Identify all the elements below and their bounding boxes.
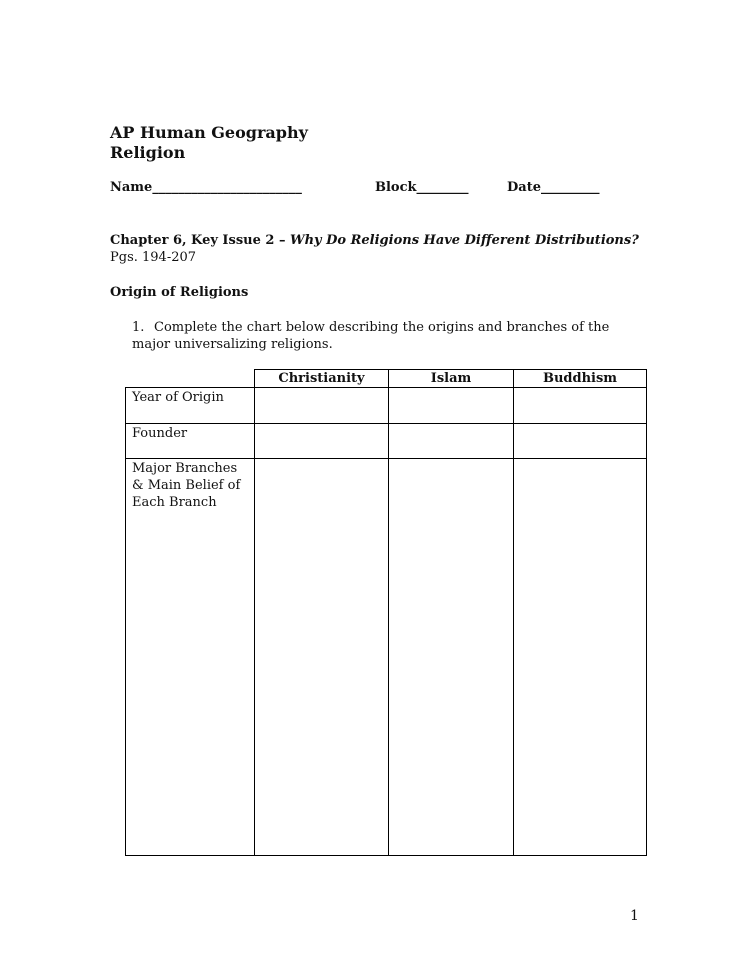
course-title: AP Human Geography (110, 123, 308, 142)
question-1 (132, 319, 632, 353)
question-number: 1. (132, 320, 145, 335)
section-title: Origin of Religions (110, 285, 249, 300)
religions-chart (125, 369, 647, 856)
row-label: Year of Origin (126, 388, 255, 424)
answer-cell[interactable] (389, 424, 514, 459)
answer-cell[interactable] (514, 459, 647, 856)
table-row (126, 424, 647, 459)
answer-cell[interactable] (514, 424, 647, 459)
unit-title: Religion (110, 143, 186, 162)
answer-cell[interactable] (255, 388, 389, 424)
answer-cell[interactable] (255, 459, 389, 856)
page-range: Pgs. 194-207 (110, 250, 197, 265)
worksheet-title (110, 123, 308, 163)
key-issue-question: Why Do Religions Have Different Distributions? (290, 233, 639, 248)
column-header: Buddhism (514, 370, 647, 388)
column-header: Islam (389, 370, 514, 388)
answer-cell[interactable] (389, 459, 514, 856)
name-field[interactable]: Name_______________________ (110, 180, 302, 195)
table-row (126, 459, 647, 856)
column-header: Christianity (255, 370, 389, 388)
row-label: Founder (126, 424, 255, 459)
question-text: Complete the chart below describing the origins and branches of the major universalizing religions. (132, 320, 610, 352)
table-row (126, 388, 647, 424)
answer-cell[interactable] (255, 424, 389, 459)
row-label: Major Branches & Main Belief of Each Branch (126, 459, 255, 856)
corner-cell (126, 370, 255, 388)
chapter-heading (110, 233, 639, 248)
date-field[interactable]: Date_________ (507, 180, 600, 195)
page-number: 1 (630, 908, 639, 924)
header-row (126, 370, 647, 388)
chapter-prefix: Chapter 6, Key Issue 2 – (110, 233, 290, 248)
block-field[interactable]: Block________ (375, 180, 469, 195)
answer-cell[interactable] (514, 388, 647, 424)
answer-cell[interactable] (389, 388, 514, 424)
